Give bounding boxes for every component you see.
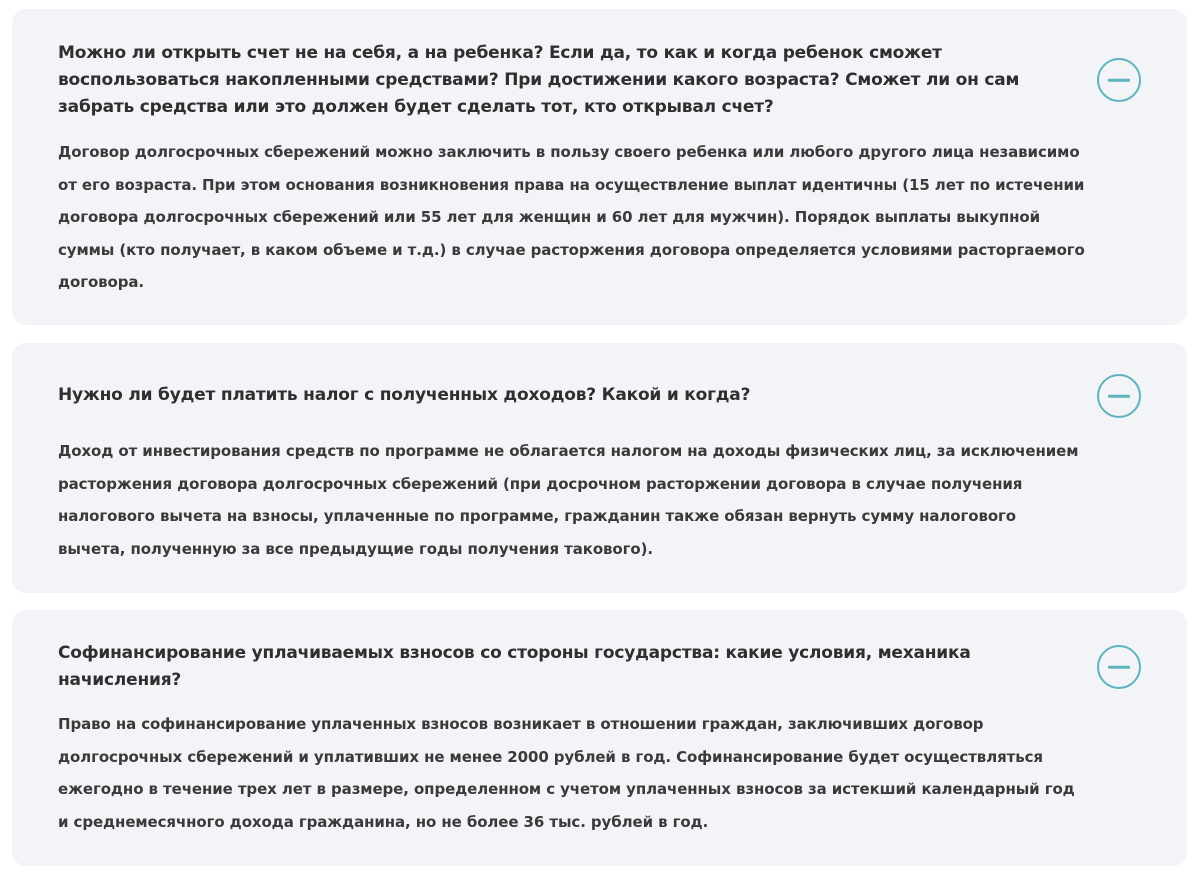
faq-answer: Право на софинансирование уплаченных взносов возникает в отношении граждан, заключивших договор долгосрочных сбережений и уплативших не менее 2000 рублей в год. Софинансирование будет осуществляться ежегодно в течение трех лет в размере, определенном с учетом уплаченных взносов за истекший календарный год и среднемесячного дохода гражданина, но не более 36 тыс. рублей в год. xyxy=(58,715,1075,831)
faq-item xyxy=(12,9,1187,325)
minus-circle-icon xyxy=(1108,666,1130,669)
minus-circle-icon xyxy=(1108,395,1130,398)
minus-circle-icon xyxy=(1108,79,1130,82)
faq-answer: Договор долгосрочных сбережений можно заключить в пользу своего ребенка или любого другого лица независимо от его возраста. При этом основания возникновения права на осуществление выплат идентичны (15 лет по истечении договора долгосрочных сбережений или 55 лет для женщин и 60 лет для мужчин). Порядок выплаты выкупной суммы (кто получает, в каком объеме и т.д.) в случае расторжения договора определяется условиями расторгаемого договора. xyxy=(58,143,1085,291)
faq-question[interactable]: Нужно ли будет платить налог с полученных доходов? Какой и когда? xyxy=(58,385,751,405)
collapse-button[interactable] xyxy=(1097,374,1141,418)
faq-question[interactable]: Можно ли открыть счет не на себя, а на ребенка? Если да, то как и когда ребенок сможет воспользоваться накопленными средствами? При достижении какого возраста? Сможет ли он сам забрать средства или это должен будет сделать тот, кто открывал счет? xyxy=(58,43,1020,117)
faq-question[interactable]: Софинансирование уплачиваемых взносов со стороны государства: какие условия, механика начисления? xyxy=(58,643,971,690)
collapse-button[interactable] xyxy=(1097,645,1141,689)
faq-answer: Доход от инвестирования средств по программе не облагается налогом на доходы физических лиц, за исключением расторжения договора долгосрочных сбережений (при досрочном расторжении договора в случае получения налогового вычета на взносы, уплаченные по программе, гражданин также обязан вернуть сумму налогового вычета, полученную за все предыдущие годы получения такового). xyxy=(58,442,1079,558)
collapse-button[interactable] xyxy=(1097,58,1141,102)
faq-item xyxy=(12,610,1187,866)
faq-item xyxy=(12,343,1187,593)
